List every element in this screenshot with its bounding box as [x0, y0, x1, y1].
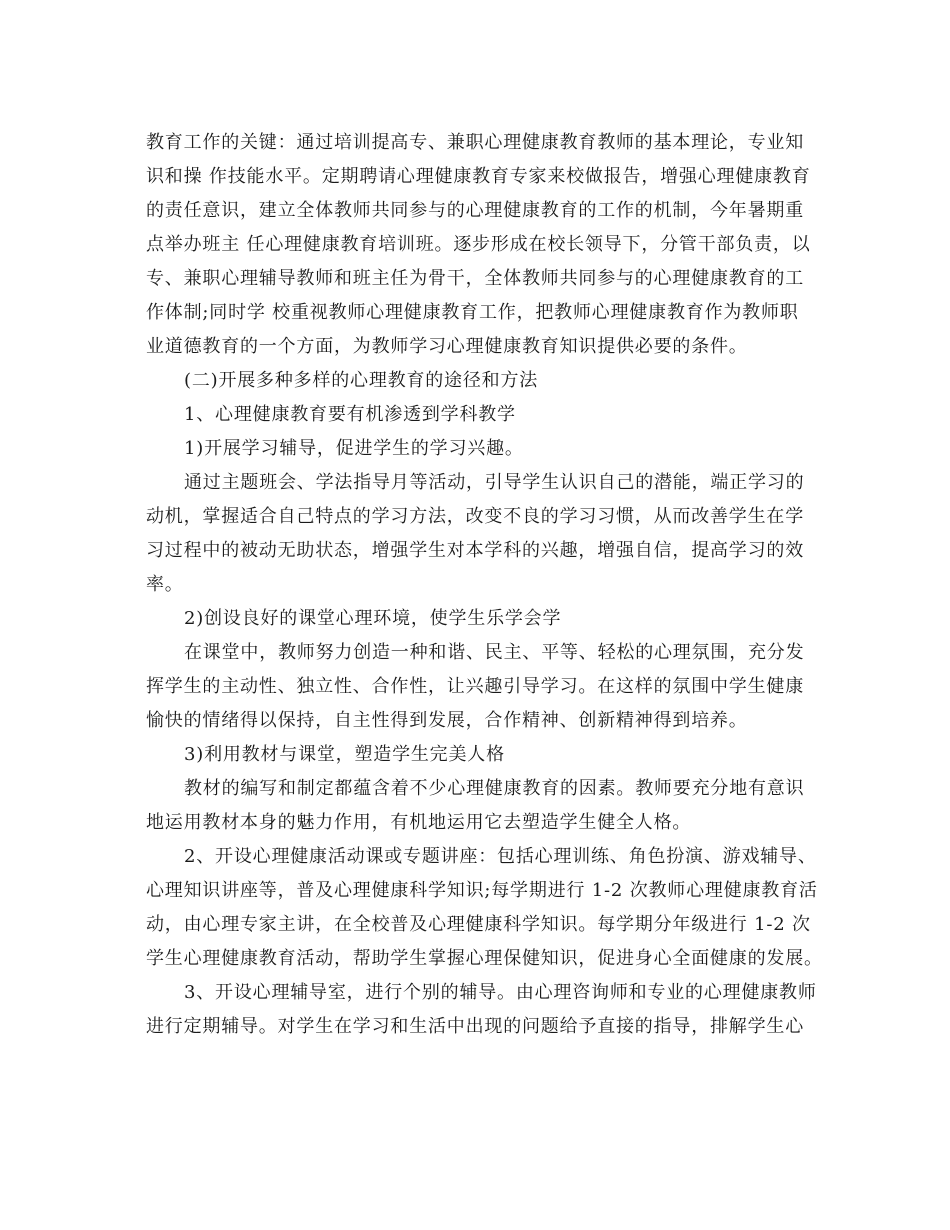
text-line: 地运用教材本身的魅力作用，有机地运用它去塑造学生健全人格。 [146, 812, 692, 833]
text-line: 教育工作的关键：通过培训提高专、兼职心理健康教育教师的基本理论，专业知 [146, 132, 804, 153]
text-line: 心理知识讲座等，普及心理健康科学知识;每学期进行 1-2 次教师心理健康教育活 [146, 880, 818, 901]
text-line: 通过主题班会、学法指导月等活动，引导学生认识自己的潜能，端正学习的 [184, 472, 805, 493]
text-line: 作体制;同时学 校重视教师心理健康教育工作，把教师心理健康教育作为教师职 [146, 302, 799, 323]
text-line: 动机，掌握适合自己特点的学习方法，改变不良的学习习惯，从而改善学生在学 [146, 506, 804, 527]
subsection-heading: 1、心理健康教育要有机渗透到学科教学 [184, 404, 516, 425]
text-line: 进行定期辅导。对学生在学习和生活中出现的问题给予直接的指导，排解学生心 [146, 1016, 804, 1037]
text-line: 挥学生的主动性、独立性、合作性，让兴趣引导学习。在这样的氛围中学生健康 [146, 676, 804, 697]
text-line: 习过程中的被动无助状态，增强学生对本学科的兴趣，增强自信，提高学习的效 [146, 540, 804, 561]
text-line: 业道德教育的一个方面，为教师学习心理健康教育知识提供必要的条件。 [146, 336, 748, 357]
text-line: 教材的编写和制定都蕴含着不少心理健康教育的因素。教师要充分地有意识 [184, 778, 805, 799]
text-line: 的责任意识，建立全体教师共同参与的心理健康教育的工作的机制，今年暑期重 [146, 200, 804, 221]
text-line: 学生心理健康教育活动，帮助学生掌握心理保健知识，促进身心全面健康的发展。 [146, 948, 823, 969]
text-line: 动，由心理专家主讲，在全校普及心理健康科学知识。每学期分年级进行 1-2 次 [146, 914, 811, 935]
item-heading: 1)开展学习辅导，促进学生的学习兴趣。 [184, 438, 524, 459]
item-heading: 3)利用教材与课堂，塑造学生完美人格 [184, 744, 505, 765]
text-line: 点举办班主 任心理健康教育培训班。逐步形成在校长领导下，分管干部负责，以 [146, 234, 811, 255]
section-heading: (二)开展多种多样的心理教育的途径和方法 [184, 370, 539, 391]
text-line: 在课堂中，教师努力创造一种和谐、民主、平等、轻松的心理氛围，充分发 [184, 642, 805, 663]
subsection-heading: 3、开设心理辅导室，进行个别的辅导。由心理咨询师和专业的心理健康教师 [184, 982, 817, 1003]
subsection-heading: 2、开设心理健康活动课或专题讲座：包括心理训练、角色扮演、游戏辅导、 [184, 846, 817, 867]
text-line: 识和操 作技能水平。定期聘请心理健康教育专家来校做报告，增强心理健康教育 [146, 166, 811, 187]
text-line: 率。 [146, 574, 184, 595]
text-line: 愉快的情绪得以保持，自主性得到发展，合作精神、创新精神得到培养。 [146, 710, 748, 731]
text-line: 专、兼职心理辅导教师和班主任为骨干，全体教师共同参与的心理健康教育的工 [146, 268, 804, 289]
item-heading: 2)创设良好的课堂心理环境，使学生乐学会学 [184, 608, 562, 629]
